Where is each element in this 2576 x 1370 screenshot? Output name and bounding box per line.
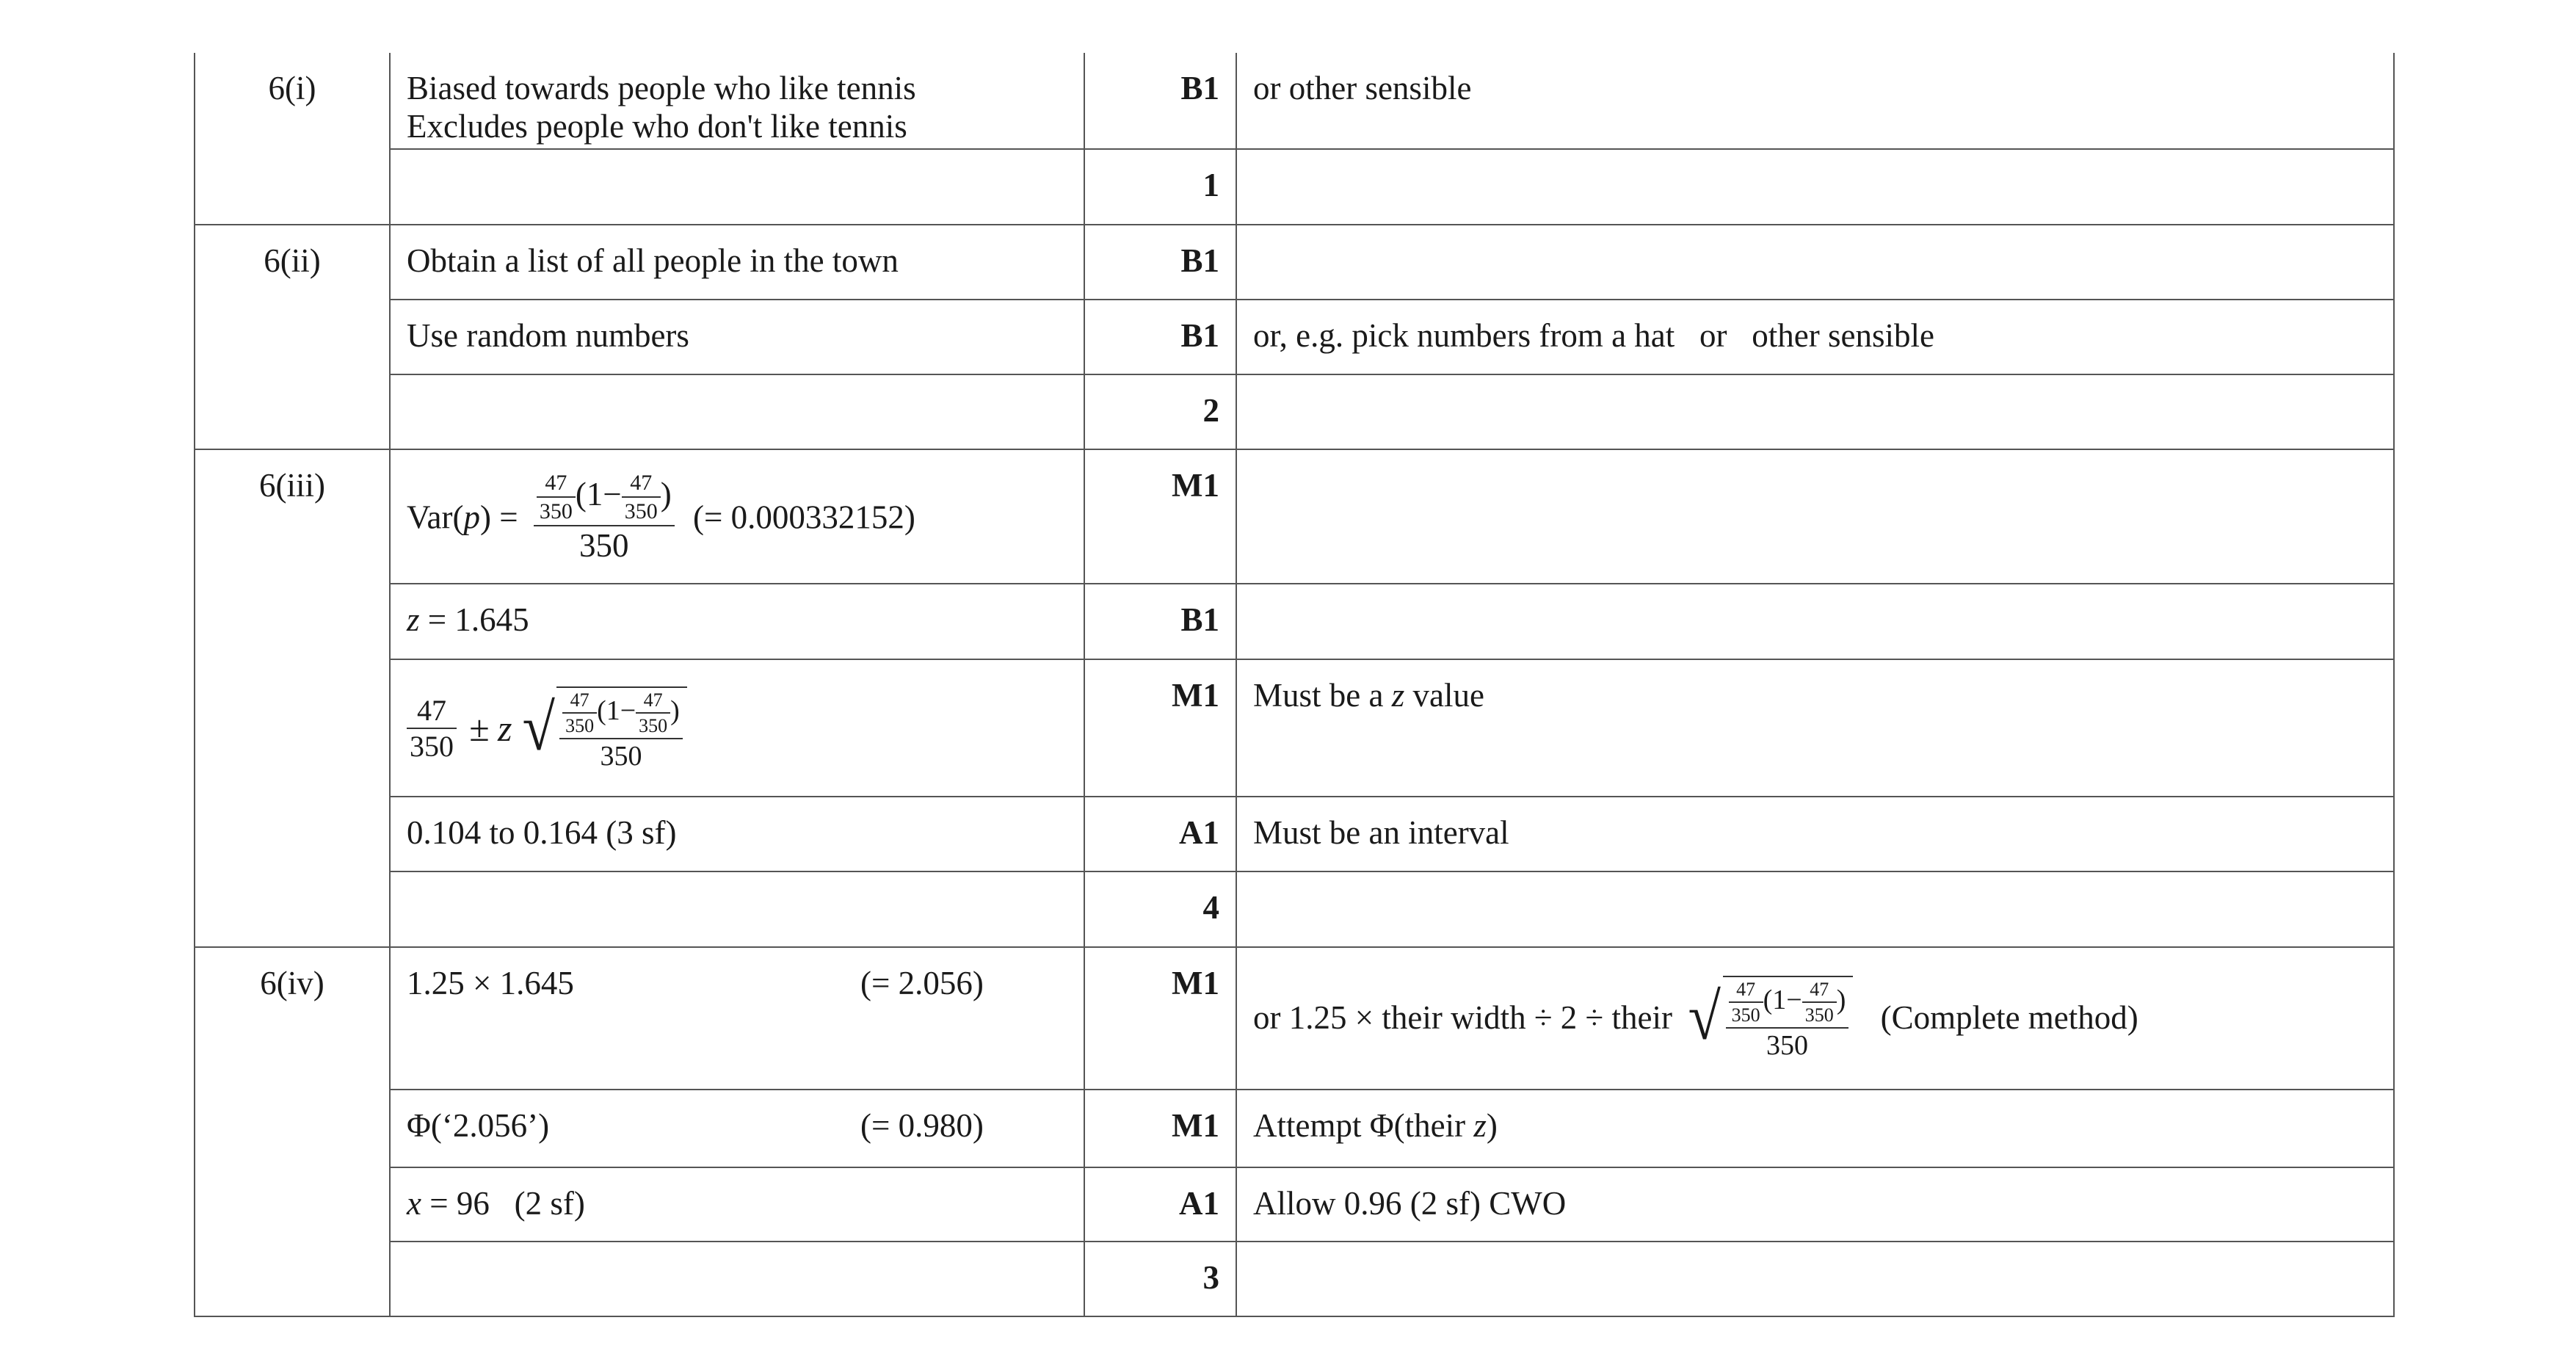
guidance-cell: Must be a z value	[1236, 659, 2394, 797]
mark-scheme-table	[194, 53, 2395, 1317]
total-row	[195, 871, 2394, 947]
table-row	[195, 797, 2394, 871]
guidance-cell	[1236, 449, 2394, 584]
mark-cell: B1	[1084, 584, 1236, 659]
guidance-cell	[1236, 947, 2394, 1090]
mark-cell: A1	[1084, 1167, 1236, 1242]
variance-formula: Var(p) = $\frac{47}{350}$ (1− $\frac{47}{350}$ ) 350 (= 0.000332152)	[407, 471, 915, 564]
question-number: 6(iv)	[195, 947, 390, 1316]
answer-cell: z = 1.645	[390, 584, 1084, 659]
guidance-cell	[1236, 374, 2394, 449]
total-marks: 3	[1084, 1242, 1236, 1316]
guidance-cell: Must be an interval	[1236, 797, 2394, 871]
table-row	[195, 225, 2394, 300]
total-row	[195, 1242, 2394, 1316]
mark-cell: M1	[1084, 947, 1236, 1090]
mark-cell: M1	[1084, 659, 1236, 797]
mark-cell: B1	[1084, 225, 1236, 300]
answer-cell	[390, 1242, 1084, 1316]
answer-cell: Use random numbers	[390, 300, 1084, 374]
answer-cell: 1.25 × 1.645 (= 2.056)	[390, 947, 1084, 1090]
answer-text: Excludes people who don't like tennis	[407, 108, 907, 145]
question-number: 6(i)	[195, 53, 390, 225]
guidance-cell	[1236, 1242, 2394, 1316]
total-marks: 4	[1084, 871, 1236, 947]
answer-cell: Obtain a list of all people in the town	[390, 225, 1084, 300]
square-root: √ $\frac{47}{350}$ (1− $\frac{47}{350}$ ) 350	[1686, 976, 1853, 1059]
guidance-cell	[1236, 149, 2394, 225]
guidance-cell	[1236, 871, 2394, 947]
complete-method-note: or 1.25 × their width ÷ 2 ÷ their √ $\frac{47}{350}$ (1− $\frac{47}{350}$ ) 350 (Complete method)	[1253, 948, 2377, 1059]
guidance-cell	[1236, 225, 2394, 300]
total-marks: 1	[1084, 149, 1236, 225]
guidance-cell	[1236, 584, 2394, 659]
mark-cell: M1	[1084, 449, 1236, 584]
guidance-cell: Attempt Φ(their z)	[1236, 1090, 2394, 1167]
answer-cell: x = 96 (2 sf)	[390, 1167, 1084, 1242]
table-row	[195, 947, 2394, 1090]
table-row	[195, 53, 2394, 149]
table-row	[195, 584, 2394, 659]
table-row	[195, 659, 2394, 797]
table-row	[195, 449, 2394, 584]
mark-cell: A1	[1084, 797, 1236, 871]
square-root: √ $\frac{47}{350}$ (1− $\frac{47}{350}$ ) 350	[520, 686, 687, 770]
total-row	[195, 149, 2394, 225]
table-row	[195, 300, 2394, 374]
guidance-cell: or other sensible	[1236, 53, 2394, 149]
table-row	[195, 1167, 2394, 1242]
answer-cell: Φ(‘2.056’) (= 0.980)	[390, 1090, 1084, 1167]
confidence-interval-formula: $\frac{47}{350}$ ± z √ $\frac{47}{350}$ (1− $\frac{47}{350}$ ) 350	[407, 660, 1067, 770]
question-number: 6(iii)	[195, 449, 390, 947]
mark-cell: B1	[1084, 53, 1236, 149]
mark-cell: M1	[1084, 1090, 1236, 1167]
answer-cell: 0.104 to 0.164 (3 sf)	[390, 797, 1084, 871]
answer-cell	[390, 374, 1084, 449]
answer-text: Biased towards people who like tennis	[407, 70, 916, 106]
mark-cell: B1	[1084, 300, 1236, 374]
answer-cell	[390, 449, 1084, 584]
total-marks: 2	[1084, 374, 1236, 449]
total-row	[195, 374, 2394, 449]
answer-cell	[390, 659, 1084, 797]
guidance-cell: or, e.g. pick numbers from a hat or other sensible	[1236, 300, 2394, 374]
guidance-cell: Allow 0.96 (2 sf) CWO	[1236, 1167, 2394, 1242]
answer-cell	[390, 53, 1084, 149]
answer-cell	[390, 871, 1084, 947]
table-row	[195, 1090, 2394, 1167]
answer-cell	[390, 149, 1084, 225]
question-number: 6(ii)	[195, 225, 390, 449]
